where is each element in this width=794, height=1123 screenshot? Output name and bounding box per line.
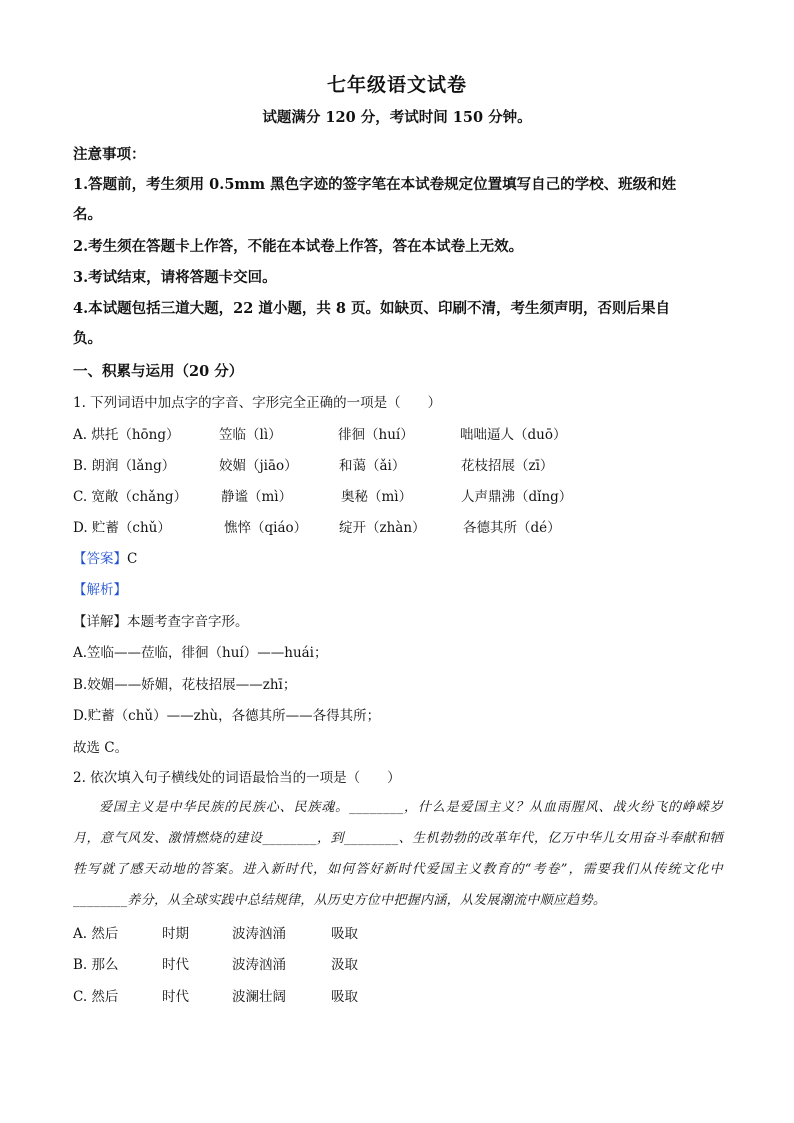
q1-option-b-word4: 花枝招展（zī） xyxy=(461,458,554,474)
explain-conclusion: 故选 C。 xyxy=(73,740,129,756)
q1-option-c-word1: C. 宽敞（chǎng） xyxy=(73,489,188,505)
q1-option-c-word3: 奥秘（mì） xyxy=(341,489,413,505)
explain-line-a: A.笠临——莅临，徘徊（huí）——huái； xyxy=(73,645,328,661)
q1-option-d-word1: D. 贮蓄（chǔ） xyxy=(73,520,171,536)
q2-option-a-word3: 波涛汹涌 xyxy=(232,926,286,942)
detail-text: 本题考查字音字形。 xyxy=(127,614,249,630)
explain-line-d: D.贮蓄（chǔ）——zhù，各德其所——各得其所； xyxy=(73,708,381,724)
q2-option-a-word4: 吸取 xyxy=(331,926,358,942)
detail-tag: 【详解】 xyxy=(73,614,127,630)
q1-option-d-word4: 各德其所（dé） xyxy=(463,520,561,536)
q1-option-a-word1: A. 烘托（hōng） xyxy=(73,427,180,443)
q2-option-a-word2: 时期 xyxy=(162,926,189,942)
q2-option-b-word2: 时代 xyxy=(162,957,189,973)
note-item-4: 4.本试题包括三道大题，22 道小题，共 8 页。如缺页、印刷不清，考生须声明，否则后果自 xyxy=(73,300,671,317)
q1-option-b-word1: B. 朗润（lǎng） xyxy=(73,458,176,474)
q1-option-d-word3: 绽开（zhàn） xyxy=(339,520,426,536)
q2-option-c-word4: 吸取 xyxy=(331,989,358,1005)
detail-line xyxy=(73,610,249,630)
explain-line-b: B.姣媚——娇媚，花枝招展——zhī； xyxy=(73,677,297,693)
answer-tag: 【答案】 xyxy=(73,551,127,567)
q2-option-c-word3: 波澜壮阔 xyxy=(232,989,286,1005)
q1-option-a-word4: 咄咄逼人（duō） xyxy=(460,427,567,443)
page-title: 七年级语文试卷 xyxy=(326,74,467,96)
q2-option-b-word1: B. 那么 xyxy=(73,957,119,973)
q1-option-a-word2: 笠临（lì） xyxy=(219,427,282,443)
q1-option-d-word2: 憔悴（qiáo） xyxy=(224,520,308,536)
q1-option-c-word2: 静谧（mì） xyxy=(221,489,293,505)
question-1-stem: 1. 下列词语中加点字的字音、字形完全正确的一项是（ ） xyxy=(73,395,442,411)
analysis-tag: 【解析】 xyxy=(73,582,127,598)
question-2-stem: 2. 依次填入句子横线处的词语最恰当的一项是（ ） xyxy=(73,770,401,786)
q2-option-b-word4: 汲取 xyxy=(331,957,358,973)
note-item-3: 3.考试结束，请将答题卡交回。 xyxy=(73,269,277,286)
exam-info: 试题满分 120 分，考试时间 150 分钟。 xyxy=(262,109,532,126)
q1-option-b-word2: 姣媚（jiāo） xyxy=(219,458,298,474)
section-heading: 一、积累与运用（20 分） xyxy=(73,363,244,380)
note-item-2: 2.考生须在答题卡上作答，不能在本试卷上作答，答在本试卷上无效。 xyxy=(73,238,524,255)
q1-option-c-word4: 人声鼎沸（dǐng） xyxy=(461,489,573,505)
q2-option-b-word3: 波涛汹涌 xyxy=(232,957,286,973)
note-item-4-cont: 负。 xyxy=(73,330,102,347)
q1-option-a-word3: 徘徊（huí） xyxy=(338,427,414,443)
q1-option-b-word3: 和蔼（ǎi） xyxy=(339,458,406,474)
notes-heading: 注意事项： xyxy=(73,146,146,163)
q2-option-a-word1: A. 然后 xyxy=(73,926,119,942)
answer-line xyxy=(73,547,137,567)
analysis-line xyxy=(73,578,127,598)
answer-value: C xyxy=(127,551,138,567)
q2-option-c-word1: C. 然后 xyxy=(73,989,119,1005)
q2-option-c-word2: 时代 xyxy=(162,989,189,1005)
note-item-1-cont: 名。 xyxy=(73,206,102,223)
note-item-1: 1.答题前，考生须用 0.5mm 黑色字迹的签字笔在本试卷规定位置填写自己的学校、班级和姓 xyxy=(73,176,677,193)
question-2-passage: 爱国主义是中华民族的民族心、民族魂。________，什么是爱国主义？从血雨腥风、战火纷飞的峥嵘岁月，意气风发、激情燃烧的建设________，到________、生机勃勃的改革年代，亿万中华儿女用奋斗奉献和牺牲写就了感天动地的答案。进入新时代，如何答好新时代爱国主义教育的“考卷”，需要我们从传统文化中________养分，从全球实践中总结规律，从历史方位中把握内涵，从发展潮流中顺应趋势。 xyxy=(73,800,723,908)
